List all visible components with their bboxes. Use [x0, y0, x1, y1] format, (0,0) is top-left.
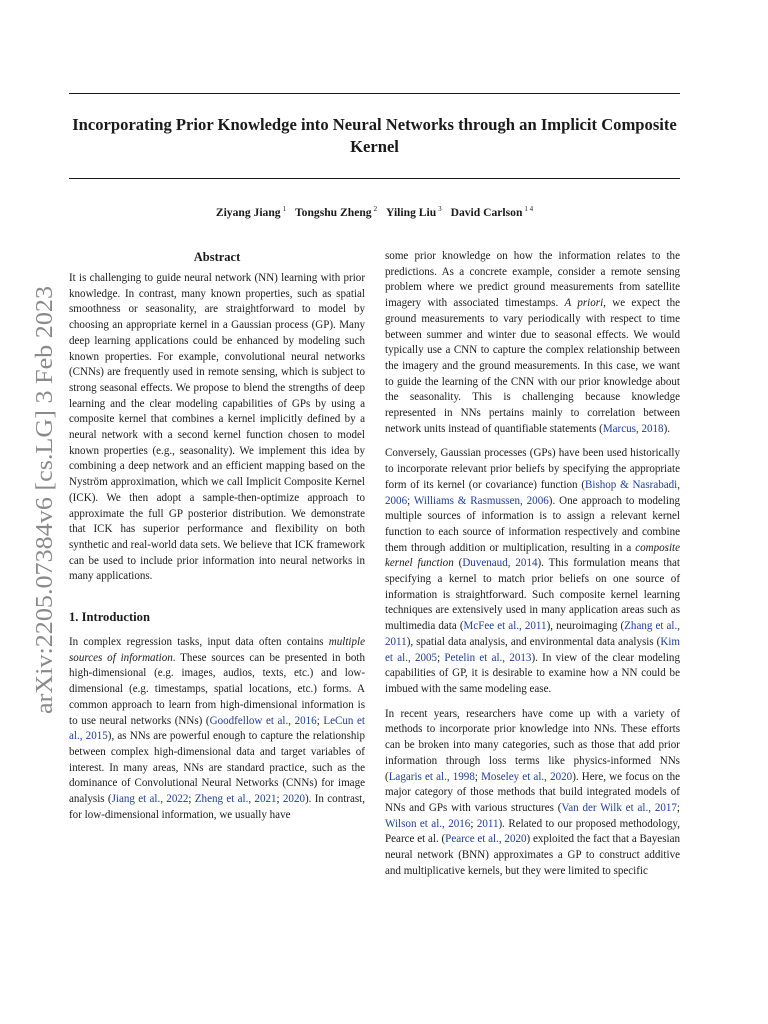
citation-link[interactable]: Kim et al., 2005	[385, 635, 680, 664]
citation-link[interactable]: Wilson et al., 2016	[385, 817, 471, 830]
citation-link[interactable]: Goodfellow et al., 2016	[209, 714, 317, 727]
paper-title: Incorporating Prior Knowledge into Neural Networks through an Implicit Composite Kernel	[72, 115, 677, 156]
author: David Carlson $^{1 4}$	[450, 205, 534, 219]
body-paragraph: Conversely, Gaussian processes (GPs) have been used historically to incorporate relevant prior beliefs by specifying the appropriate form of its kernel (or covariance) function (Bishop & Nasrabadi, 2006; Williams & Rasmussen, 2006). One approach to modeling multiple sources of information is to assign a relevant kernel function to each source of information respectively and combine them through addition or multiplication, resulting in a composite kernel function (Duvenaud, 2014). This formulation means that specifying a kernel to match prior beliefs on one source of information is straightforward. Such composite kernel learning techniques are extensively used in many application areas such as multimedia data (McFee et al., 2011), neuroimaging (Zhang et al., 2011), spatial data analysis, and environmental data analysis (Kim et al., 2005; Petelin et al., 2013). In view of the clear modeling capabilities of GP, it is desirable to examine how a NN could be imbued with the same modeling ease.	[385, 447, 681, 695]
citation-link[interactable]: Jiang et al., 2022	[111, 793, 189, 806]
author: Ziyang Jiang $^1$	[215, 205, 287, 219]
citation-link[interactable]: 2011	[476, 817, 499, 830]
citation-link[interactable]: Marcus, 2018	[602, 422, 664, 435]
arxiv-identifier: arXiv:2205.07384v6 [cs.LG] 3 Feb 2023	[32, 320, 58, 714]
citation-link[interactable]: Pearce et al., 2020	[445, 833, 527, 846]
body-paragraph: some prior knowledge on how the information relates to the predictions. As a concrete example, consider a remote sensing problem where we predict ground measurements from satellite imagery with associated timestamps. A priori, we expect the ground measurements to vary periodically with respect to time between summer and winter due to seasonal effects. We would typically use a CNN to capture the complex relationship between the imagery and the ground measurements. In this case, we want to guide the learning of the CNN with our prior knowledge about the seasonality. This is challenging because knowledge represented in NNs pertains mainly to correlation between network units instead of quantifiable statements (Marcus, 2018).	[385, 250, 681, 435]
body-paragraph: In recent years, researchers have come up with a variety of methods to incorporate prior knowledge into NNs. These efforts can be broken into many categories, such as those that add prior information through loss terms like physics-informed NNs (Lagaris et al., 1998; Moseley et al., 2020). Here, we focus on the major category of those methods that build integrated models of NNs and GPs with various structures (Van der Wilk et al., 2017; Wilson et al., 2016; 2011). Related to our proposed methodology, Pearce et al. (Pearce et al., 2020) exploited the fact that a Bayesian neural network (BNN) approximates a GP to construct additive and multiplicative kernels, but they were limited to specific	[385, 707, 680, 877]
title-rule-bottom	[69, 178, 680, 179]
intro-paragraph: In complex regression tasks, input data often contains multiple sources of information. These sources can be presented in both high-dimensional (e.g. images, audios, texts, etc.) and low-dimensional (e.g. timestamps, spatial locations, etc.) forms. A common approach to learn from high-dimensional information is to use neural networks (NNs) (Goodfellow et al., 2016; LeCun et al., 2015), as NNs are powerful enough to capture the relationship between complex high-dimensional data and target variables of interest. In many areas, NNs are standard practice, such as the dominance of Convolutional Neural Networks (CNNs) for image analysis (Jiang et al., 2022; Zheng et al., 2021; 2020). In contrast, for low-dimensional information, we usually have	[69, 636, 365, 821]
citation-link[interactable]: Duvenaud, 2014	[462, 557, 538, 570]
citation-link[interactable]: Williams & Rasmussen, 2006	[413, 494, 549, 507]
abstract-heading: Abstract	[193, 250, 241, 264]
citation-link[interactable]: Van der Wilk et al., 2017	[561, 801, 677, 814]
author: Yiling Liu $^3$	[386, 205, 442, 219]
citation-link[interactable]: Zheng et al., 2021	[194, 793, 277, 806]
author: Tongshu Zheng $^2$	[295, 205, 378, 219]
arxiv-stamp	[20, 285, 64, 715]
citation-link[interactable]: Zhang et al., 2011	[385, 620, 680, 648]
citation-link[interactable]: 2020	[282, 793, 305, 806]
citation-link[interactable]: McFee et al., 2011	[463, 620, 547, 633]
right-column	[385, 249, 680, 888]
citation-link[interactable]: Petelin et al., 2013	[444, 651, 532, 664]
abstract-text: It is challenging to guide neural network (NN) learning with prior knowledge. In contrast, many known properties, such as spatial smoothness or seasonality, are straightforward to model by choosing an appropriate kernel in a Gaussian process (GP). Many deep learning applications could be enhanced by modeling such known properties. For example, convolutional neural networks (CNNs) are frequently used in remote sensing, which is subject to strong seasonal effects. We propose to blend the strengths of deep learning and the clear modeling capabilities of GPs by using a composite kernel that combines a kernel implicitly defined by a neural network with a second kernel function chosen to model known properties (e.g., seasonality). We implement this idea by combining a deep network and an efficient mapping based on the Nyström approximation, which we call Implicit Composite Kernel (ICK). We then adopt a sample-then-optimize approach to approximate the full GP posterior distribution. We demonstrate that ICK has superior performance and flexibility on both synthetic and real-world data sets. We believe that ICK framework can be used to include prior information into neural networks in many applications.	[69, 272, 365, 583]
introduction-heading: 1. Introduction	[69, 610, 150, 625]
citation-link[interactable]: Moseley et al., 2020	[481, 770, 573, 783]
left-column	[69, 249, 365, 833]
citation-link[interactable]: Bishop & Nasrabadi, 2006	[385, 478, 681, 507]
author-list	[69, 205, 680, 219]
citation-link[interactable]: Lagaris et al., 1998	[388, 770, 475, 783]
title-rule-top	[69, 93, 680, 94]
citation-link[interactable]: LeCun et al., 2015	[69, 714, 365, 743]
